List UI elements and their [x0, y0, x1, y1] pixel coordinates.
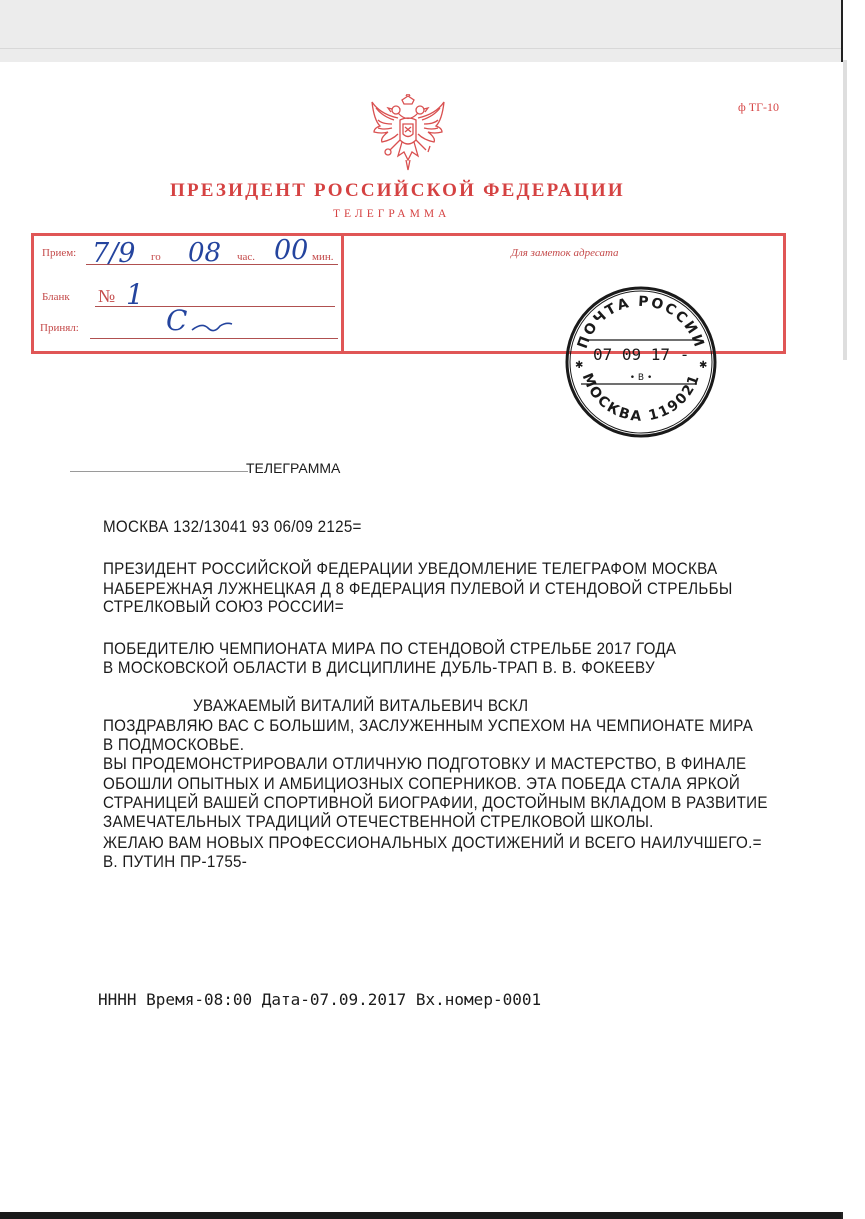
priem-label: Прием:: [42, 247, 77, 259]
scan-bottom-edge: [0, 1212, 865, 1219]
telegram-line: УВАЖАЕМЫЙ ВИТАЛИЙ ВИТАЛЬЕВИЧ ВСКЛ: [193, 697, 529, 715]
prinyal-underline: [90, 338, 338, 339]
telegram-line: ПРЕЗИДЕНТ РОССИЙСКОЙ ФЕДЕРАЦИИ УВЕДОМЛЕНИЕ ТЕЛЕГРАФОМ МОСКВА: [103, 560, 718, 578]
telegram-line: СТРЕЛКОВЫЙ СОЮЗ РОССИИ=: [103, 598, 344, 616]
prinyal-label: Принял:: [40, 322, 79, 334]
header-title: ПРЕЗИДЕНТ РОССИЙСКОЙ ФЕДЕРАЦИИ: [170, 180, 625, 201]
double-headed-eagle-emblem-icon: [366, 94, 450, 178]
telegram-footer: НННН Время-08:00 Дата-07.09.2017 Вх.номер-0001: [98, 990, 542, 1009]
telegram-line: ПОБЕДИТЕЛЮ ЧЕМПИОНАТА МИРА ПО СТЕНДОВОЙ СТРЕЛЬБЕ 2017 ГОДА: [103, 640, 677, 658]
blank-number-label: №: [98, 286, 116, 306]
telegram-line: В. ПУТИН ПР-1755-: [103, 853, 248, 871]
header-subtitle: ТЕЛЕГРАММА: [333, 208, 451, 220]
telegram-title-line: [70, 471, 248, 472]
telegram-title: ТЕЛЕГРАММА: [246, 460, 341, 476]
hour-label: час.: [237, 251, 256, 263]
telegram-line: ОБОШЛИ ОПЫТНЫХ И АМБИЦИОЗНЫХ СОПЕРНИКОВ. ЭТА ПОБЕДА СТАЛА ЯРКОЙ: [103, 775, 741, 793]
notes-label: Для заметок адресата: [511, 247, 619, 259]
priem-value: 7/9: [92, 238, 136, 269]
day-label: го: [151, 251, 161, 263]
signature-stroke-icon: [190, 316, 234, 336]
svg-text:ПОЧТА РОССИИ: [575, 294, 708, 351]
svg-text:✱: ✱: [575, 360, 584, 371]
form-divider: [341, 233, 344, 353]
telegram-line: СТРАНИЦЕЙ ВАШЕЙ СПОРТИВНОЙ БИОГРАФИИ, ДОСТОЙНЫМ ВКЛАДОМ В РАЗВИТИЕ: [103, 794, 768, 812]
scan-top-margin: [0, 0, 865, 62]
telegram-line: ВЫ ПРОДЕМОНСТРИРОВАЛИ ОТЛИЧНУЮ ПОДГОТОВКУ И МАСТЕРСТВО, В ФИНАЛЕ: [103, 755, 747, 773]
svg-text:✱: ✱: [699, 360, 708, 371]
scan-shadow: [843, 60, 847, 360]
telegram-line: В МОСКОВСКОЙ ОБЛАСТИ В ДИСЦИПЛИНЕ ДУБЛЬ-ТРАП В. В. ФОКЕЕВУ: [103, 659, 655, 677]
minute-label: мин.: [312, 251, 334, 263]
blank-value: 1: [126, 278, 144, 311]
hour-value: 00: [274, 235, 309, 266]
telegram-line: В ПОДМОСКОВЬЕ.: [103, 736, 245, 754]
stamp-letter: • В •: [629, 373, 653, 383]
postal-stamp-icon: [563, 284, 719, 440]
scan-edge-line: [0, 48, 865, 49]
stamp-bottom-text: МОСКВА 119021: [578, 371, 704, 425]
telegram-line: МОСКВА 132/13041 93 06/09 2125=: [103, 518, 362, 536]
prinyal-signature: С: [166, 304, 188, 337]
telegram-line: ЗАМЕЧАТЕЛЬНЫХ ТРАДИЦИЙ ОТЕЧЕСТВЕННОЙ СТРЕЛКОВОЙ ШКОЛЫ.: [103, 813, 654, 831]
day-value: 08: [188, 238, 222, 268]
telegram-line: НАБЕРЕЖНАЯ ЛУЖНЕЦКАЯ Д 8 ФЕДЕРАЦИЯ ПУЛЕВОЙ И СТЕНДОВОЙ СТРЕЛЬБЫ: [103, 580, 733, 598]
telegram-line: ПОЗДРАВЛЯЮ ВАС С БОЛЬШИМ, ЗАСЛУЖЕННЫМ УСПЕХОМ НА ЧЕМПИОНАТЕ МИРА: [103, 717, 753, 735]
telegram-line: ЖЕЛАЮ ВАМ НОВЫХ ПРОФЕССИОНАЛЬНЫХ ДОСТИЖЕНИЙ И ВСЕГО НАИЛУЧШЕГО.=: [103, 834, 762, 852]
form-code: ф ТГ-10: [738, 100, 780, 114]
stamp-top-text: ПОЧТА РОССИИ: [574, 293, 708, 351]
stamp-date: 07 09 17 -: [593, 345, 690, 364]
blank-label: Бланк: [42, 291, 70, 303]
